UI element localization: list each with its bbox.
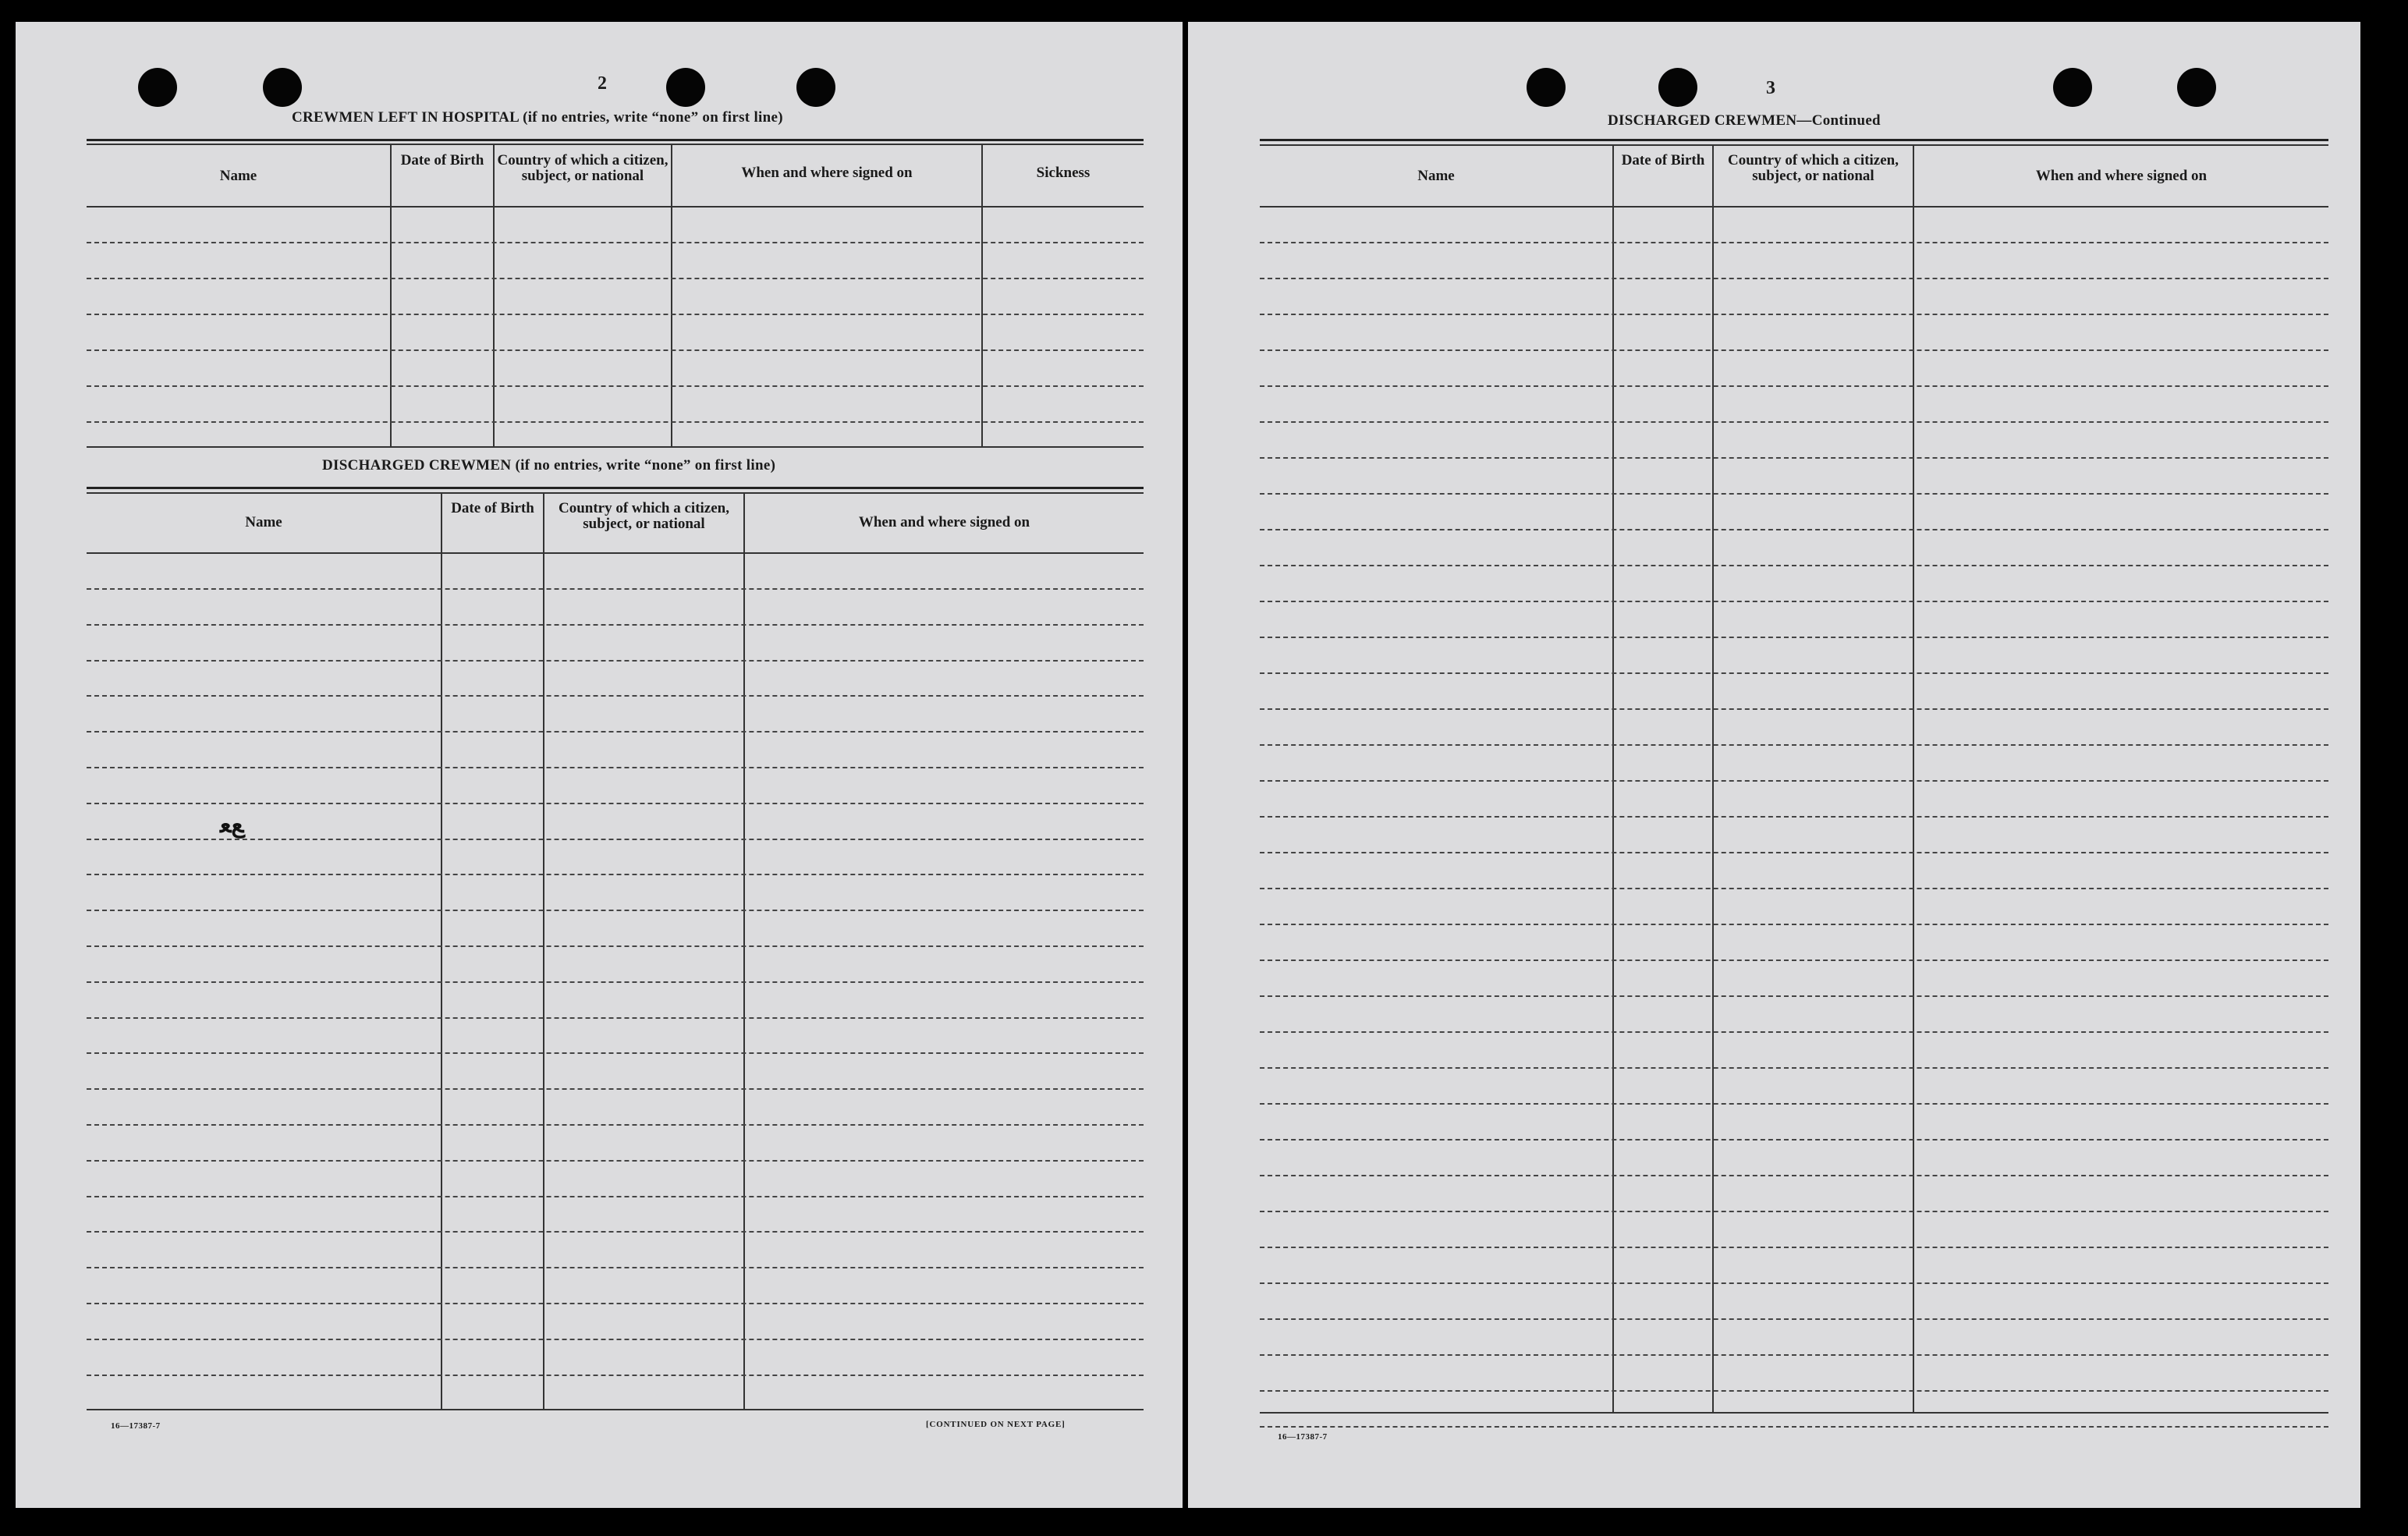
left-page: [16, 22, 1183, 1508]
form-number: 16—17387-7: [111, 1421, 161, 1431]
entry-row-line: [87, 1017, 1144, 1019]
entry-row-line: [87, 314, 1144, 315]
punch-hole: [2177, 68, 2216, 107]
entry-row-line: [87, 1375, 1144, 1376]
entry-row-line: [1260, 565, 2328, 566]
column-header-name: Name: [1417, 168, 1455, 184]
continued-note: [CONTINUED ON NEXT PAGE]: [926, 1420, 1066, 1429]
entry-row-line: [87, 278, 1144, 279]
hospital-section-title: CREWMEN LEFT IN HOSPITAL (if no entries, write “none” on first line): [292, 109, 783, 126]
punch-hole: [1658, 68, 1697, 107]
entry-row-line: [87, 910, 1144, 911]
discharged-section-title: DISCHARGED CREWMEN (if no entries, write “none” on first line): [322, 457, 776, 474]
entry-row-line: [1260, 421, 2328, 423]
page-number: 2: [598, 73, 607, 94]
entry-row-line: [87, 839, 1144, 840]
discharged-continued-table: [1260, 139, 2328, 1435]
entry-row-line: [87, 1088, 1144, 1090]
entry-row-line: [1260, 924, 2328, 925]
table-bottom-line: [87, 446, 1144, 448]
entry-row-line: [87, 242, 1144, 243]
entry-row-line: [1260, 1354, 2328, 1356]
punch-hole: [2053, 68, 2092, 107]
entry-row-line: [1260, 744, 2328, 746]
entry-row-line: [1260, 1390, 2328, 1392]
entry-row-line: [1260, 852, 2328, 853]
entry-row-line: [1260, 1103, 2328, 1105]
entry-row-line: [87, 981, 1144, 983]
column-header-country: Country of which a citizen, subject, or national: [497, 152, 668, 184]
form-number: 16—17387-7: [1278, 1432, 1328, 1442]
entry-row-line: [87, 421, 1144, 423]
column-header-date-of-birth: Date of Birth: [1621, 152, 1705, 168]
entry-row-line: [87, 1196, 1144, 1197]
entry-row-line: [1260, 960, 2328, 961]
entry-row-line: [87, 803, 1144, 804]
entry-row-line: [1260, 1175, 2328, 1176]
page-number: 3: [1766, 78, 1775, 98]
table-bottom-line: [1260, 1412, 2328, 1414]
entry-row-line: [87, 1052, 1144, 1054]
column-header-date-of-birth: Date of Birth: [451, 500, 534, 516]
column-header-country: Country of which a citizen, subject, or national: [558, 500, 729, 532]
entry-row-line: [87, 588, 1144, 590]
entry-row-line: [87, 1124, 1144, 1126]
entry-row-line: [1260, 780, 2328, 782]
punch-hole: [796, 68, 835, 107]
column-header-when-where: When and where signed on: [741, 165, 913, 181]
column-header-date-of-birth: Date of Birth: [400, 152, 484, 168]
entry-row-line: [1260, 1247, 2328, 1248]
entry-row-line: [1260, 601, 2328, 602]
right-page: [1188, 22, 2360, 1508]
entry-row-line: [87, 624, 1144, 626]
entry-row-line: [1260, 385, 2328, 387]
punch-hole: [1527, 68, 1566, 107]
column-header-name: Name: [245, 514, 282, 530]
punch-hole: [138, 68, 177, 107]
entry-row-line: [87, 1339, 1144, 1340]
entry-row-line: [1260, 1211, 2328, 1212]
entry-row-line: [87, 660, 1144, 662]
entry-row-line: [1260, 637, 2328, 638]
punch-hole: [263, 68, 302, 107]
entry-row-line: [1260, 816, 2328, 818]
entry-row-line: [1260, 314, 2328, 315]
column-header-country: Country of which a citizen, subject, or national: [1727, 152, 1899, 184]
entry-row-line: [1260, 529, 2328, 530]
column-header-when-where: When and where signed on: [858, 514, 1030, 530]
entry-row-line: [87, 1231, 1144, 1233]
entry-row-line: [87, 1303, 1144, 1304]
column-header-name: Name: [219, 168, 257, 184]
discharged-table: [87, 487, 1144, 1412]
entry-row-line: [87, 731, 1144, 733]
entry-row-line: [1260, 1318, 2328, 1320]
entry-row-line: [87, 385, 1144, 387]
entry-row-line: [1260, 457, 2328, 459]
entry-row-line: [87, 945, 1144, 947]
entry-row-line: [1260, 493, 2328, 495]
column-header-sickness: Sickness: [1036, 165, 1091, 181]
entry-row-line: [1260, 1426, 2328, 1428]
punch-hole: [666, 68, 705, 107]
entry-row-line: [87, 1267, 1144, 1268]
entry-row-line: [1260, 1139, 2328, 1140]
entry-row-line: [1260, 995, 2328, 997]
ink-mark: ﻊﻌ: [220, 812, 244, 838]
entry-row-line: [1260, 278, 2328, 279]
entry-row-line: [87, 767, 1144, 768]
entry-row-line: [1260, 708, 2328, 710]
entry-row-line: [87, 1160, 1144, 1162]
entry-row-line: [1260, 672, 2328, 674]
entry-row-line: [87, 349, 1144, 351]
column-header-when-where: When and where signed on: [2035, 168, 2208, 184]
entry-row-line: [87, 874, 1144, 875]
entry-row-line: [1260, 1031, 2328, 1033]
hospital-table: [87, 139, 1144, 448]
entry-row-line: [1260, 349, 2328, 351]
entry-row-line: [1260, 1282, 2328, 1284]
entry-row-line: [87, 695, 1144, 697]
entry-row-line: [1260, 888, 2328, 889]
table-bottom-line: [87, 1409, 1144, 1410]
entry-row-line: [1260, 1067, 2328, 1069]
discharged-continued-title: DISCHARGED CREWMEN—Continued: [1608, 112, 1881, 129]
entry-row-line: [1260, 242, 2328, 243]
